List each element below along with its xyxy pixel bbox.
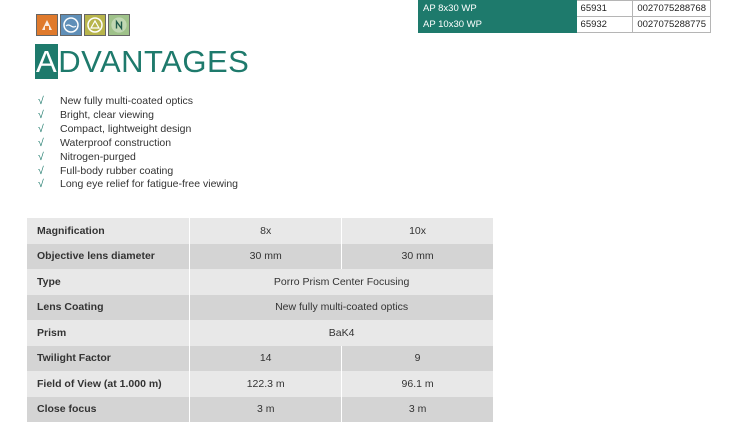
spec-label: Lens Coating: [27, 295, 190, 321]
check-icon: √: [38, 178, 60, 192]
product-code-table: [418, 0, 711, 33]
check-icon: √: [38, 137, 60, 151]
list-item: √ Compact, lightweight design: [38, 123, 238, 137]
spec-value: 3 m: [190, 397, 342, 422]
table-row: [27, 218, 494, 244]
check-icon: √: [38, 123, 60, 137]
list-item: √ Long eye relief for fatigue-free viewing: [38, 178, 238, 192]
table-row: [27, 320, 494, 346]
page-title: [35, 44, 249, 80]
spec-label: Field of View (at 1.000 m): [27, 371, 190, 397]
product-name: AP 10x30 WP: [419, 17, 577, 33]
spec-label: Prism: [27, 320, 190, 346]
spec-value: 14: [190, 346, 342, 372]
title-initial: A: [35, 44, 58, 79]
spec-label: Twilight Factor: [27, 346, 190, 372]
list-item: √ New fully multi-coated optics: [38, 95, 238, 109]
spec-value: 30 mm: [342, 244, 494, 270]
spec-label: Close focus: [27, 397, 190, 422]
nitrogen-icon: [108, 14, 130, 36]
list-item: √ Bright, clear viewing: [38, 109, 238, 123]
spec-label: Magnification: [27, 218, 190, 244]
bak4-icon: [84, 14, 106, 36]
product-ean: 0027075288768: [633, 1, 711, 17]
table-row: [419, 1, 711, 17]
spec-value: 9: [342, 346, 494, 372]
check-icon: √: [38, 109, 60, 123]
spec-value: BaK4: [190, 320, 494, 346]
table-row: [27, 244, 494, 270]
water-proof-icon: [60, 14, 82, 36]
table-row: [27, 346, 494, 372]
spec-value: Porro Prism Center Focusing: [190, 269, 494, 295]
spec-value: 10x: [342, 218, 494, 244]
product-name: AP 8x30 WP: [419, 1, 577, 17]
check-icon: √: [38, 95, 60, 109]
list-item: √ Waterproof construction: [38, 137, 238, 151]
spec-value: 30 mm: [190, 244, 342, 270]
product-code: 65932: [576, 17, 633, 33]
table-row: [27, 269, 494, 295]
fully-multi-coated-icon: [36, 14, 58, 36]
spec-label: Type: [27, 269, 190, 295]
table-row: [419, 17, 711, 33]
list-item: √ Nitrogen-purged: [38, 151, 238, 165]
spec-value: New fully multi-coated optics: [190, 295, 494, 321]
spec-value: 3 m: [342, 397, 494, 422]
table-row: [27, 397, 494, 422]
check-icon: √: [38, 151, 60, 165]
spec-value: 122.3 m: [190, 371, 342, 397]
title-rest: DVANTAGES: [58, 44, 249, 79]
check-icon: √: [38, 165, 60, 179]
features-list: [38, 95, 238, 192]
product-ean: 0027075288775: [633, 17, 711, 33]
table-row: [27, 295, 494, 321]
spec-value: 96.1 m: [342, 371, 494, 397]
product-code: 65931: [576, 1, 633, 17]
feature-icons: [36, 14, 130, 36]
spec-table: [27, 218, 494, 422]
spec-value: 8x: [190, 218, 342, 244]
spec-label: Objective lens diameter: [27, 244, 190, 270]
list-item: √ Full-body rubber coating: [38, 165, 238, 179]
table-row: [27, 371, 494, 397]
